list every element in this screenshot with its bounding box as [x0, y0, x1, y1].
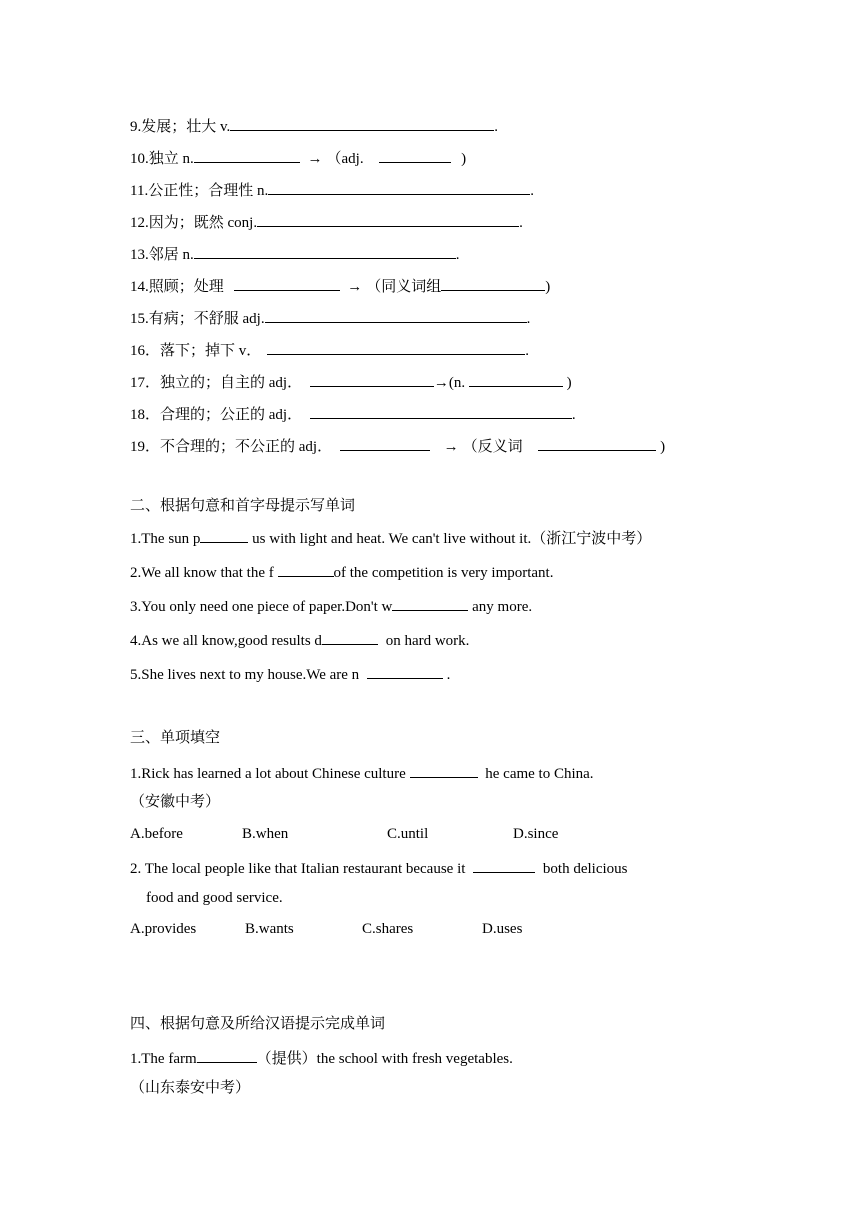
- period: .: [519, 215, 523, 231]
- question-text: 1.The sun p: [130, 531, 201, 547]
- option-a[interactable]: A.before: [130, 826, 183, 842]
- question-text: the school with fresh vegetables.: [316, 1051, 513, 1067]
- answer-blank[interactable]: [268, 178, 530, 195]
- period: .: [571, 407, 576, 423]
- answer-blank[interactable]: [392, 594, 468, 611]
- paren-label: (n.: [448, 375, 466, 391]
- vocab-label: 13.邻居 n.: [130, 247, 194, 263]
- option-d[interactable]: D.uses: [482, 921, 523, 937]
- vocab-item-15: [130, 306, 530, 329]
- question-item: [130, 1046, 513, 1069]
- option-b[interactable]: B.when: [242, 826, 289, 842]
- answer-blank[interactable]: [367, 662, 443, 679]
- arrow-icon: →: [307, 151, 323, 167]
- question-text: any more.: [468, 599, 533, 615]
- question-text: both delicious: [539, 861, 628, 877]
- question-text: 1.Rick has learned a lot about Chinese culture: [130, 766, 410, 782]
- paren-close: ): [566, 375, 572, 391]
- answer-blank[interactable]: [410, 761, 478, 778]
- period: .: [455, 247, 460, 263]
- vocab-label: 18．合理的；公正的 adj．: [130, 407, 303, 423]
- answer-blank[interactable]: [379, 146, 451, 163]
- question-text: on hard work.: [381, 633, 470, 649]
- vocab-label: 10.独立 n.: [130, 151, 194, 167]
- answer-blank[interactable]: [194, 146, 300, 163]
- vocab-item-10: [130, 146, 466, 169]
- paren-label: （adj.: [326, 151, 364, 167]
- question-text: us with light and heat. We can't live without it.（浙江宁波中考）: [248, 531, 652, 547]
- answer-blank[interactable]: [267, 338, 525, 355]
- paren-label: （反义词: [462, 439, 523, 455]
- section-heading: 三、单项填空: [130, 730, 221, 746]
- answer-blank[interactable]: [538, 434, 656, 451]
- arrow-icon: →: [443, 439, 459, 455]
- vocab-item-9: [130, 114, 498, 137]
- answer-blank[interactable]: [234, 274, 340, 291]
- vocab-item-18: [130, 402, 576, 425]
- answer-blank[interactable]: [469, 370, 563, 387]
- question-text: of the competition is very important.: [333, 565, 554, 581]
- vocab-label: 11.公正性；合理性 n.: [130, 183, 269, 199]
- option-c[interactable]: C.shares: [362, 921, 414, 937]
- period: .: [530, 183, 534, 199]
- answer-blank[interactable]: [441, 274, 545, 291]
- answer-blank[interactable]: [278, 560, 334, 577]
- answer-blank[interactable]: [257, 210, 519, 227]
- question-text: he came to China.: [481, 766, 594, 782]
- answer-blank[interactable]: [340, 434, 430, 451]
- period: .: [526, 311, 531, 327]
- question-item: [130, 662, 450, 685]
- options-row: [130, 824, 558, 844]
- answer-blank[interactable]: [310, 402, 572, 419]
- question-text: 5.She lives next to my house.We are n: [130, 667, 363, 683]
- question-text: 3.You only need one piece of paper.Don't w: [130, 599, 393, 615]
- vocab-label: 15.有病；不舒服 adj.: [130, 311, 265, 327]
- answer-blank[interactable]: [194, 242, 456, 259]
- answer-blank[interactable]: [230, 114, 494, 131]
- section-heading: 四、根据句意及所给汉语提示完成单词: [130, 1016, 386, 1032]
- question-source: （安徽中考）: [130, 794, 221, 810]
- answer-blank[interactable]: [265, 306, 527, 323]
- answer-blank[interactable]: [310, 370, 434, 387]
- paren-label: （同义词组: [366, 279, 442, 295]
- answer-blank[interactable]: [473, 856, 535, 873]
- paren-close: ): [461, 151, 467, 167]
- option-d[interactable]: D.since: [513, 826, 559, 842]
- question-text: 2.We all know that the f: [130, 565, 278, 581]
- question-item: [130, 856, 628, 879]
- arrow-icon: →: [433, 375, 449, 391]
- vocab-label: 14.照顾；处理: [130, 279, 224, 295]
- answer-blank[interactable]: [197, 1046, 257, 1063]
- options-row: [130, 919, 522, 939]
- paren-close: ): [660, 439, 666, 455]
- question-item: [130, 761, 594, 784]
- question-item: [130, 594, 532, 617]
- option-c[interactable]: C.until: [387, 826, 429, 842]
- vocab-item-13: [130, 242, 460, 265]
- vocab-label: 9.发展；壮大 v.: [130, 119, 231, 135]
- period: .: [525, 343, 530, 359]
- arrow-icon: →: [347, 279, 363, 295]
- answer-blank[interactable]: [322, 628, 378, 645]
- period: .: [494, 119, 499, 135]
- vocab-item-12: [130, 210, 523, 233]
- question-text: 2. The local people like that Italian restaurant because it: [130, 861, 470, 877]
- vocab-item-19: [130, 434, 665, 457]
- question-item: [130, 526, 651, 549]
- question-text: 4.As we all know,good results d: [130, 633, 322, 649]
- vocab-label: 17．独立的；自主的 adj．: [130, 375, 303, 391]
- option-b[interactable]: B.wants: [245, 921, 294, 937]
- question-item: [130, 560, 553, 583]
- option-a[interactable]: A.provides: [130, 921, 197, 937]
- question-source: （山东泰安中考）: [130, 1080, 251, 1096]
- vocab-item-11: [130, 178, 534, 201]
- vocab-label: 16．落下；掉下 v．: [130, 343, 262, 359]
- question-item: [130, 628, 469, 651]
- vocab-item-17: [130, 370, 572, 393]
- vocab-item-16: [130, 338, 529, 361]
- vocab-label: 12.因为；既然 conj.: [130, 215, 258, 231]
- vocab-label: 19．不合理的；不公正的 adj．: [130, 439, 333, 455]
- vocab-item-14: [130, 274, 550, 297]
- section-heading: 二、根据句意和首字母提示写单词: [130, 498, 356, 514]
- chinese-hint: （提供）: [256, 1051, 317, 1067]
- question-text: 1.The farm: [130, 1051, 197, 1067]
- question-text: .: [442, 667, 451, 683]
- question-continuation: food and good service.: [146, 890, 283, 906]
- answer-blank[interactable]: [200, 526, 248, 543]
- paren-close: ): [545, 279, 551, 295]
